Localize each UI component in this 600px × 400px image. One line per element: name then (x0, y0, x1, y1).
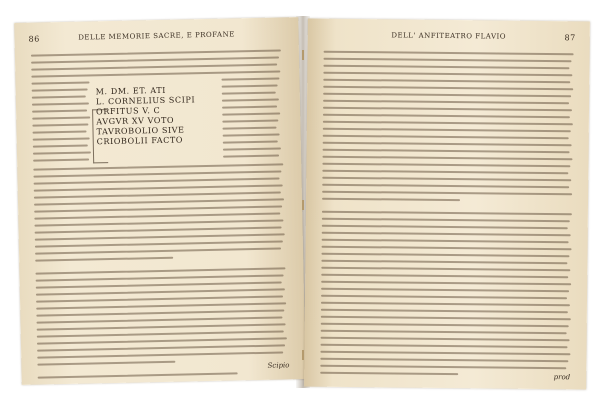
text-line (36, 302, 286, 309)
text-line (35, 247, 281, 254)
text-line (36, 295, 283, 302)
text-line (223, 133, 280, 136)
text-line (323, 142, 572, 147)
text-line (34, 184, 283, 191)
left-body-text (14, 17, 298, 23)
text-line (321, 288, 569, 293)
spine-stitch (302, 350, 304, 360)
text-line (323, 135, 569, 140)
text-line (34, 205, 282, 212)
right-page-number: 87 (564, 33, 576, 43)
open-book (8, 10, 592, 390)
text-line (36, 274, 284, 281)
text-line (31, 70, 280, 77)
inscription-line: L. CORNELIUS SCIPI (95, 95, 196, 107)
text-line (37, 351, 283, 358)
text-line (34, 212, 280, 219)
text-line (323, 93, 571, 98)
text-line (321, 295, 567, 300)
text-line (38, 372, 238, 378)
text-line (37, 337, 287, 344)
text-line (323, 121, 573, 126)
text-line (322, 191, 572, 196)
text-line (320, 351, 570, 356)
text-line (33, 144, 88, 147)
text-line (35, 267, 285, 274)
text-line (221, 77, 279, 80)
text-line (31, 56, 279, 63)
text-line (223, 154, 279, 157)
text-line (223, 147, 281, 150)
text-line (322, 156, 572, 161)
text-line (31, 81, 89, 84)
text-line (321, 260, 567, 265)
text-line (321, 344, 568, 349)
text-line (323, 128, 571, 133)
inscription-line: AVGVR XV VOTO (96, 115, 175, 127)
text-line (323, 72, 572, 77)
text-line (34, 219, 283, 226)
left-page-number: 86 (28, 34, 40, 44)
spine-stitch (302, 50, 304, 60)
text-line (324, 58, 572, 63)
text-line (321, 281, 571, 286)
text-line (33, 170, 281, 177)
text-line (322, 184, 569, 189)
text-line (321, 323, 569, 328)
text-line (32, 96, 86, 99)
text-line (321, 267, 570, 272)
text-line (323, 107, 572, 112)
text-line (323, 114, 570, 119)
right-page-header (322, 31, 576, 46)
right-body-text (308, 19, 590, 22)
text-line (32, 116, 90, 119)
text-line (33, 131, 87, 134)
left-page-header (28, 29, 284, 46)
text-line (321, 274, 568, 279)
text-line (33, 163, 283, 170)
text-line (321, 302, 570, 307)
text-line (34, 198, 284, 205)
text-line (322, 239, 569, 244)
text-line (33, 151, 91, 154)
text-line (223, 141, 278, 144)
text-line (222, 120, 278, 123)
right-catchword: prod (553, 373, 571, 382)
text-line (222, 85, 278, 88)
text-line (37, 323, 286, 330)
text-line (37, 344, 285, 351)
text-line (320, 365, 566, 370)
text-line (321, 316, 571, 321)
text-line (35, 226, 282, 233)
text-line (35, 233, 285, 240)
text-line (36, 288, 285, 295)
text-line (322, 246, 572, 251)
text-line (32, 102, 89, 105)
inscription-line: ORFITUS V. C (96, 105, 161, 117)
left-catchword: Scipio (267, 361, 290, 370)
text-line (222, 92, 276, 95)
text-line (321, 330, 567, 335)
text-line (37, 361, 175, 366)
text-line (35, 240, 283, 247)
left-page (14, 17, 306, 385)
text-line (33, 158, 89, 161)
text-line (320, 372, 458, 375)
text-line (31, 64, 277, 71)
text-line (322, 198, 460, 201)
text-line (323, 79, 570, 84)
left-running-head: DELLE MEMORIE SACRE, E PROFANE (78, 30, 235, 42)
text-line (33, 137, 90, 140)
text-line (321, 337, 570, 342)
text-line (322, 232, 571, 237)
latin-inscription (96, 85, 217, 147)
right-page (304, 19, 590, 390)
text-line (32, 88, 88, 91)
inscription-line: TAVROBOLIO SIVE (96, 125, 185, 137)
text-line (222, 112, 280, 115)
text-line (322, 163, 570, 168)
text-line (323, 65, 569, 70)
text-line (35, 257, 173, 262)
inscription-line: CRIOBOLII FACTO (96, 135, 184, 147)
text-line (322, 170, 568, 175)
text-line (36, 316, 282, 323)
text-line (322, 211, 572, 216)
text-line (31, 49, 281, 56)
text-line (320, 358, 568, 363)
text-line (37, 330, 284, 337)
text-line (32, 110, 87, 113)
text-line (323, 86, 573, 91)
text-line (36, 281, 282, 288)
text-line (321, 253, 569, 258)
text-line (222, 106, 277, 109)
text-line (321, 309, 568, 314)
text-line (34, 177, 280, 184)
text-line (323, 100, 569, 105)
inscription-line: M. DM. ET. ATI (95, 85, 167, 97)
text-line (32, 123, 88, 126)
right-running-head: DELL' ANFITEATRO FLAVIO (391, 31, 507, 41)
text-line (36, 309, 284, 316)
text-line (322, 177, 571, 182)
text-line (34, 191, 281, 198)
spine-stitch (302, 200, 304, 210)
text-line (323, 149, 570, 154)
text-line (222, 127, 276, 130)
text-line (222, 98, 279, 101)
text-line (324, 51, 574, 56)
text-line (322, 225, 568, 230)
text-line (322, 218, 570, 223)
